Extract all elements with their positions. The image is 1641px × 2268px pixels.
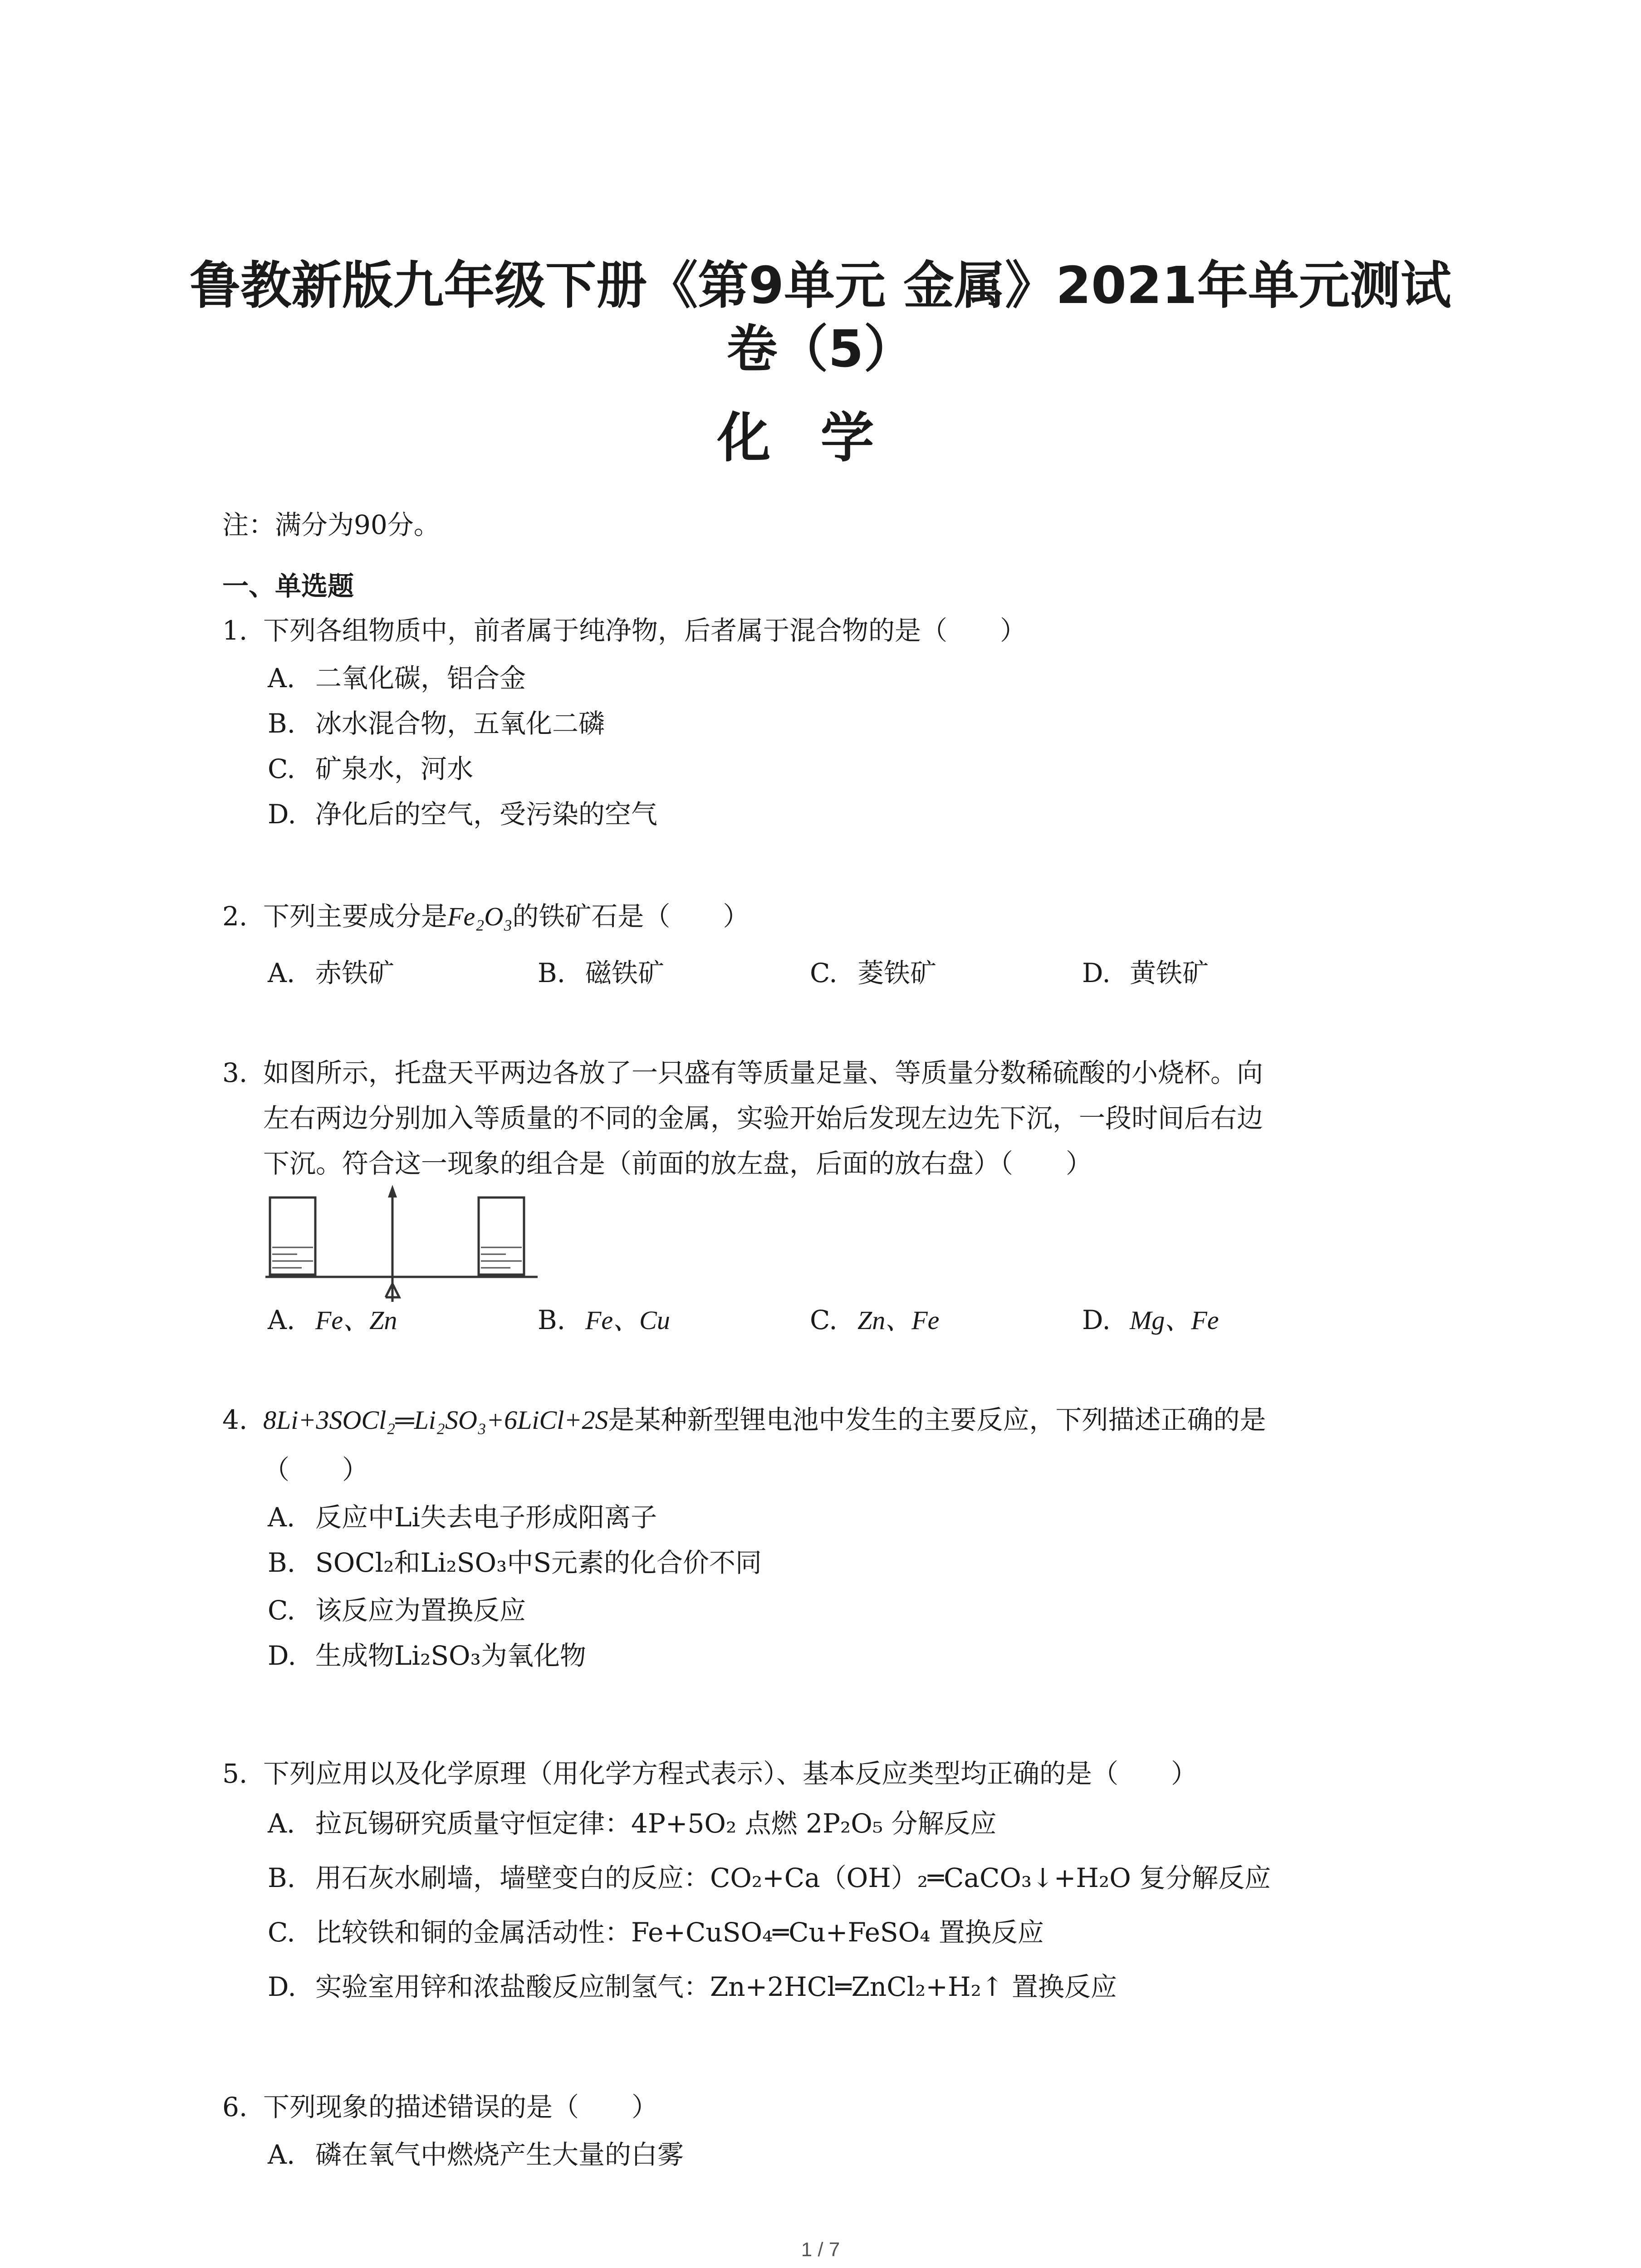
option-text: 磁铁矿: [585, 958, 665, 988]
q4-option-c: [268, 1597, 526, 1624]
option-label: D.: [268, 1971, 296, 2002]
option-label: C.: [268, 1917, 295, 1948]
q3-option-d: [1082, 1306, 1219, 1334]
question-6: [222, 2093, 1447, 2121]
question-number: 4.: [222, 1404, 248, 1435]
q3-option-c: [810, 1306, 939, 1334]
q5-option-d: [268, 1973, 1117, 2000]
option-label: D.: [1082, 1305, 1111, 1335]
option-text: Mg、Fe: [1130, 1305, 1219, 1335]
option-label: A.: [268, 1502, 295, 1533]
q4-option-b: [268, 1549, 762, 1576]
question-number: 3.: [222, 1057, 248, 1088]
option-text: 净化后的空气，受污染的空气: [315, 799, 658, 830]
question-3-line-3: 下沉。符合这一现象的组合是（前面的放左盘，后面的放右盘）（ ）: [263, 1148, 1092, 1179]
q4-option-d: [268, 1642, 586, 1669]
q5-option-a: [268, 1810, 997, 1837]
option-text: Fe、Cu: [585, 1305, 670, 1335]
option-label: A.: [268, 1305, 295, 1335]
option-text: Zn、Fe: [857, 1305, 940, 1335]
question-2: [222, 903, 1447, 930]
q5-option-b: [268, 1864, 1271, 1892]
option-label: B.: [538, 1305, 566, 1335]
question-5: [222, 1760, 1447, 1787]
exam-title: [172, 254, 1469, 381]
q1-option-d: [268, 801, 657, 828]
question-4: [222, 1406, 1493, 1434]
option-text: 菱铁矿: [857, 958, 937, 988]
q2-option-a: [268, 959, 394, 987]
option-text: 实验室用锌和浓盐酸反应制氢气：Zn+2HCl═ZnCl₂+H₂↑ 置换反应: [315, 1971, 1117, 2002]
option-label: D.: [268, 1640, 296, 1671]
option-text: Fe、Zn: [315, 1305, 397, 1335]
q2-option-c: [810, 959, 936, 987]
q5-option-c: [268, 1919, 1044, 1946]
option-label: A.: [268, 2139, 295, 2170]
question-stem-part: 下列主要成分是: [263, 901, 448, 932]
chemical-equation: 8Li+3SOCl₂═Li₂SO₃+6LiCl+2S: [263, 1405, 608, 1435]
option-label: D.: [1082, 958, 1111, 988]
option-text: 赤铁矿: [315, 958, 395, 988]
option-label: A.: [268, 1808, 295, 1839]
option-label: D.: [268, 799, 296, 830]
option-label: C.: [268, 1595, 295, 1626]
q6-option-a: [268, 2141, 684, 2168]
chemical-formula: Fe₂O₃: [447, 902, 513, 931]
option-text: 生成物Li₂SO₃为氧化物: [315, 1640, 586, 1671]
option-text: 用石灰水刷墙，墙壁变白的反应：CO₂+Ca（OH）₂═CaCO₃↓+H₂O 复分解反应: [315, 1862, 1271, 1893]
question-number: 5.: [222, 1758, 248, 1789]
question-3: [222, 1059, 1447, 1086]
q2-option-b: [538, 959, 664, 987]
q3-option-b: [538, 1306, 670, 1334]
option-label: C.: [810, 958, 838, 988]
title-line-1: 鲁教新版九年级下册《第9单元 金属》2021年单元测试: [190, 256, 1451, 315]
question-stem: 下列应用以及化学原理（用化学方程式表示）、基本反应类型均正确的是（ ）: [263, 1758, 1198, 1789]
option-label: B.: [268, 708, 296, 739]
q3-option-a: [268, 1306, 397, 1334]
question-1: [222, 617, 1447, 644]
question-number: 1.: [222, 615, 248, 646]
option-text: 拉瓦锡研究质量守恒定律：4P+5O₂ 点燃 2P₂O₅ 分解反应: [315, 1808, 997, 1839]
question-3-line-2: 左右两边分别加入等质量的不同的金属，实验开始后发现左边先下沉，一段时间后右边: [263, 1103, 1264, 1134]
question-stem-part: 的铁矿石是（ ）: [512, 901, 749, 932]
question-stem-part: 是某种新型锂电池中发生的主要反应，下列描述正确的是: [608, 1404, 1266, 1435]
score-note: 注：满分为90分。: [222, 509, 440, 540]
option-text: 该反应为置换反应: [315, 1595, 526, 1626]
q2-option-d: [1082, 959, 1209, 987]
question-number: 6.: [222, 2092, 248, 2122]
section-heading: 一、单选题: [222, 571, 354, 601]
option-text: 黄铁矿: [1130, 958, 1209, 988]
option-label: B.: [538, 958, 566, 988]
page-number: 1 / 7: [801, 2239, 840, 2261]
q4-option-a: [268, 1504, 657, 1531]
q1-option-b: [268, 710, 605, 737]
option-label: C.: [810, 1305, 838, 1335]
option-text: 冰水混合物，五氧化二磷: [315, 708, 605, 739]
option-label: C.: [268, 753, 295, 784]
option-text: 矿泉水，河水: [315, 753, 474, 784]
q1-option-c: [268, 755, 473, 782]
option-text: 二氧化碳，铝合金: [315, 663, 526, 694]
option-text: 比较铁和铜的金属活动性：Fe+CuSO₄═Cu+FeSO₄ 置换反应: [315, 1917, 1044, 1948]
option-text: 磷在氧气中燃烧产生大量的白雾: [315, 2139, 684, 2170]
question-stem: 下列现象的描述错误的是（ ）: [263, 2092, 658, 2122]
q1-option-a: [268, 665, 526, 692]
option-label: A.: [268, 958, 295, 988]
option-label: B.: [268, 1862, 296, 1893]
title-line-2: 卷（5）: [726, 320, 915, 379]
option-text: SOCl₂和Li₂SO₃中S元素的化合价不同: [315, 1547, 762, 1578]
question-number: 2.: [222, 901, 248, 932]
balance-scale-diagram: [265, 1179, 538, 1306]
question-stem-line: 如图所示，托盘天平两边各放了一只盛有等质量足量、等质量分数稀硫酸的小烧杯。向: [263, 1057, 1264, 1088]
option-label: B.: [268, 1547, 296, 1578]
question-4-line-2: （ ）: [263, 1454, 369, 1485]
question-stem: 下列各组物质中，前者属于纯净物，后者属于混合物的是（ ）: [263, 615, 1027, 646]
subject-heading: 化学: [717, 406, 924, 469]
option-text: 反应中Li失去电子形成阳离子: [315, 1502, 657, 1533]
option-label: A.: [268, 663, 295, 694]
